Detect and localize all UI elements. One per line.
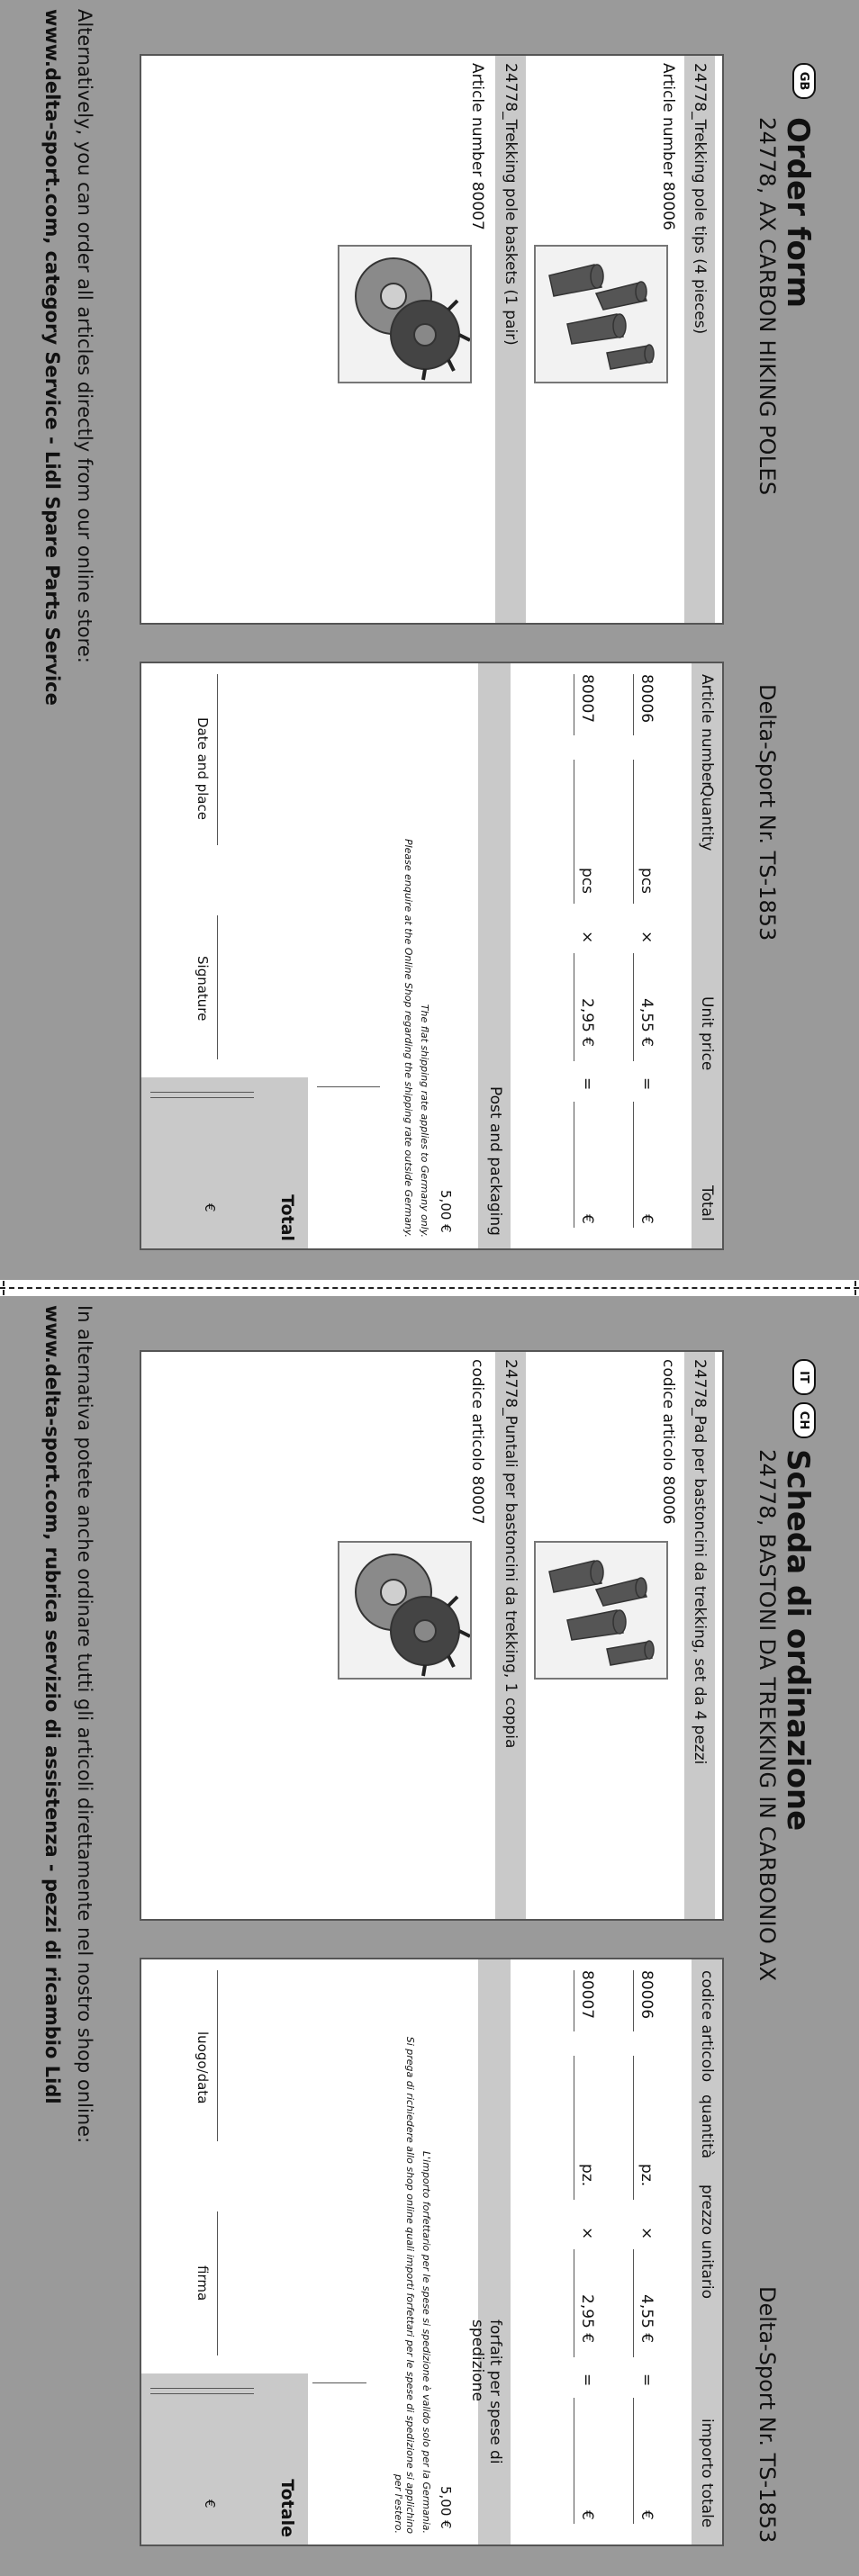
row-unit: pcs — [637, 868, 656, 894]
row-times: × — [578, 931, 596, 944]
pole-tips-photo-icon — [534, 1541, 668, 1680]
panel-it — [0, 1296, 859, 2576]
underline — [633, 674, 634, 735]
country-badge-ch: CH — [792, 1402, 816, 1438]
underline — [633, 953, 634, 1061]
col-total: Total — [698, 1185, 716, 1221]
total-field[interactable] — [150, 1092, 254, 1093]
order-table — [140, 1958, 724, 2546]
col-unit-price: prezzo unitario — [698, 2184, 716, 2299]
footer-text: In alternativa potete anche ordinare tutti gli articoli direttamente nel nostro shop online: — [74, 1305, 95, 2144]
total-label: Total — [277, 1194, 297, 1241]
row-equals: = — [637, 1077, 656, 1091]
row-equals: = — [578, 1077, 596, 1091]
pole-baskets-photo-icon — [338, 245, 472, 383]
table-header — [692, 663, 722, 1248]
signature-field[interactable] — [217, 915, 218, 1059]
col-quantity: quantità — [698, 2094, 716, 2159]
country-badges — [792, 1359, 816, 1438]
total-field[interactable] — [150, 2388, 254, 2389]
divider — [150, 2393, 254, 2394]
signature-label: Signature — [194, 956, 211, 1022]
delta-sport-number: Delta-Sport Nr. TS-1853 — [755, 2286, 780, 2544]
row-euro: € — [578, 2510, 596, 2520]
postage-band — [468, 1959, 511, 2544]
row-equals: = — [578, 2373, 596, 2387]
country-badges — [792, 63, 816, 99]
date-field[interactable] — [217, 674, 218, 845]
postage-price: 5,00 € — [438, 2486, 454, 2529]
underline — [633, 1970, 634, 2031]
items-card — [140, 1350, 724, 1921]
panel-gb — [0, 0, 859, 1280]
table-row — [628, 1970, 665, 2528]
footer-link: www.delta-sport.com, rubrica servizio di assistenza - pezzi di ricambio Lidl — [41, 1305, 63, 2104]
date-label: Date and place — [194, 717, 211, 820]
row-article-code: 80007 — [578, 674, 596, 724]
row-times: × — [578, 2227, 596, 2240]
item-article-number: codice articolo 80007 — [468, 1359, 486, 1525]
row-article-code: 80006 — [637, 674, 656, 724]
item-article-number: codice articolo 80006 — [659, 1359, 677, 1525]
signature-field[interactable] — [217, 2211, 218, 2355]
footer-link: www.delta-sport.com, category Service - Lidl Spare Parts Service — [41, 9, 63, 706]
row-euro: € — [637, 1214, 656, 1224]
footer-text: Alternatively, you can order all articles directly from our online store: — [74, 9, 95, 663]
row-price: 4,55 € — [637, 2294, 656, 2344]
row-total-field[interactable] — [633, 1102, 634, 1228]
row-times: × — [637, 931, 656, 944]
table-row — [569, 1970, 605, 2528]
divider — [312, 2382, 366, 2383]
divider — [150, 1097, 254, 1098]
col-unit-price: Unit price — [698, 996, 716, 1071]
item-title: 24778_Trekking pole tips (4 pieces) — [684, 56, 715, 623]
order-table — [140, 662, 724, 1250]
total-euro: € — [202, 2499, 218, 2508]
total-euro: € — [202, 1203, 218, 1212]
delta-sport-number: Delta-Sport Nr. TS-1853 — [755, 684, 780, 941]
date-label: luogo/data — [194, 2031, 211, 2104]
col-article: codice articolo — [698, 1970, 716, 2083]
signature-label: firma — [194, 2265, 211, 2301]
shipping-note: Please enquire at the Online Shop regarding the shipping rate outside Germany. — [402, 838, 414, 1238]
row-price: 4,55 € — [637, 998, 656, 1048]
shipping-note: L'importo forfettario per le spese si spedizione è valido solo per la Germania. — [420, 2151, 432, 2534]
country-badge-it: IT — [792, 1359, 816, 1395]
pole-tips-photo-icon — [534, 245, 668, 383]
row-price: 2,95 € — [578, 998, 596, 1048]
row-euro: € — [637, 2510, 656, 2520]
row-times: × — [637, 2227, 656, 2240]
postage-band — [478, 663, 511, 1248]
quantity-field[interactable] — [633, 760, 634, 904]
row-unit: pz. — [637, 2164, 656, 2187]
total-band — [141, 1077, 308, 1248]
shipping-note: Si prega di richiedere allo shop online quali importi forfettari per le spese di spedizione si applichino per l'estero. — [393, 2036, 416, 2534]
table-row — [569, 674, 605, 1232]
underline — [633, 2249, 634, 2357]
item-title: 24778_Trekking pole baskets (1 pair) — [495, 56, 526, 623]
items-card — [140, 54, 724, 625]
quantity-field[interactable] — [633, 2056, 634, 2200]
pole-baskets-photo-icon — [338, 1541, 472, 1680]
item-article-number: Article number 80007 — [468, 63, 486, 230]
country-badge-gb: GB — [792, 63, 816, 99]
total-label: Totale — [277, 2479, 297, 2537]
product-subtitle: 24778, BASTONI DA TREKKING IN CARBONIO AX — [755, 1449, 780, 1982]
row-price: 2,95 € — [578, 2294, 596, 2344]
row-total-field[interactable] — [633, 2398, 634, 2524]
postage-title: forfait per spese di spedizione — [468, 2319, 504, 2464]
divider — [317, 1086, 380, 1087]
col-total: importo totale — [698, 2418, 716, 2528]
product-subtitle: 24778, AX CARBON HIKING POLES — [755, 117, 780, 496]
cut-line — [0, 1287, 859, 1289]
row-article-code: 80007 — [578, 1970, 596, 2020]
row-unit: pcs — [578, 868, 596, 894]
page-title: Order form — [780, 117, 816, 309]
date-field[interactable] — [217, 1970, 218, 2141]
item-title: 24778_Pad per bastoncini da trekking, set da 4 pezzi — [684, 1352, 715, 1919]
item-article-number: Article number 80006 — [659, 63, 677, 230]
col-article: Article number — [698, 674, 716, 788]
total-band — [141, 2373, 308, 2544]
shipping-note: The flat shipping rate applies to Germany only. — [419, 1004, 430, 1238]
table-row — [628, 674, 665, 1232]
row-equals: = — [637, 2373, 656, 2387]
page-title: Scheda di ordinazione — [780, 1449, 816, 1832]
item-title: 24778_Puntali per bastoncini da trekking, 1 coppia — [495, 1352, 526, 1919]
row-unit: pz. — [578, 2164, 596, 2187]
row-article-code: 80006 — [637, 1970, 656, 2020]
col-quantity: Quantity — [698, 785, 716, 851]
table-header — [692, 1959, 722, 2544]
row-euro: € — [578, 1214, 596, 1224]
postage-price: 5,00 € — [438, 1190, 454, 1233]
postage-title: Post and packaging — [486, 1086, 504, 1236]
